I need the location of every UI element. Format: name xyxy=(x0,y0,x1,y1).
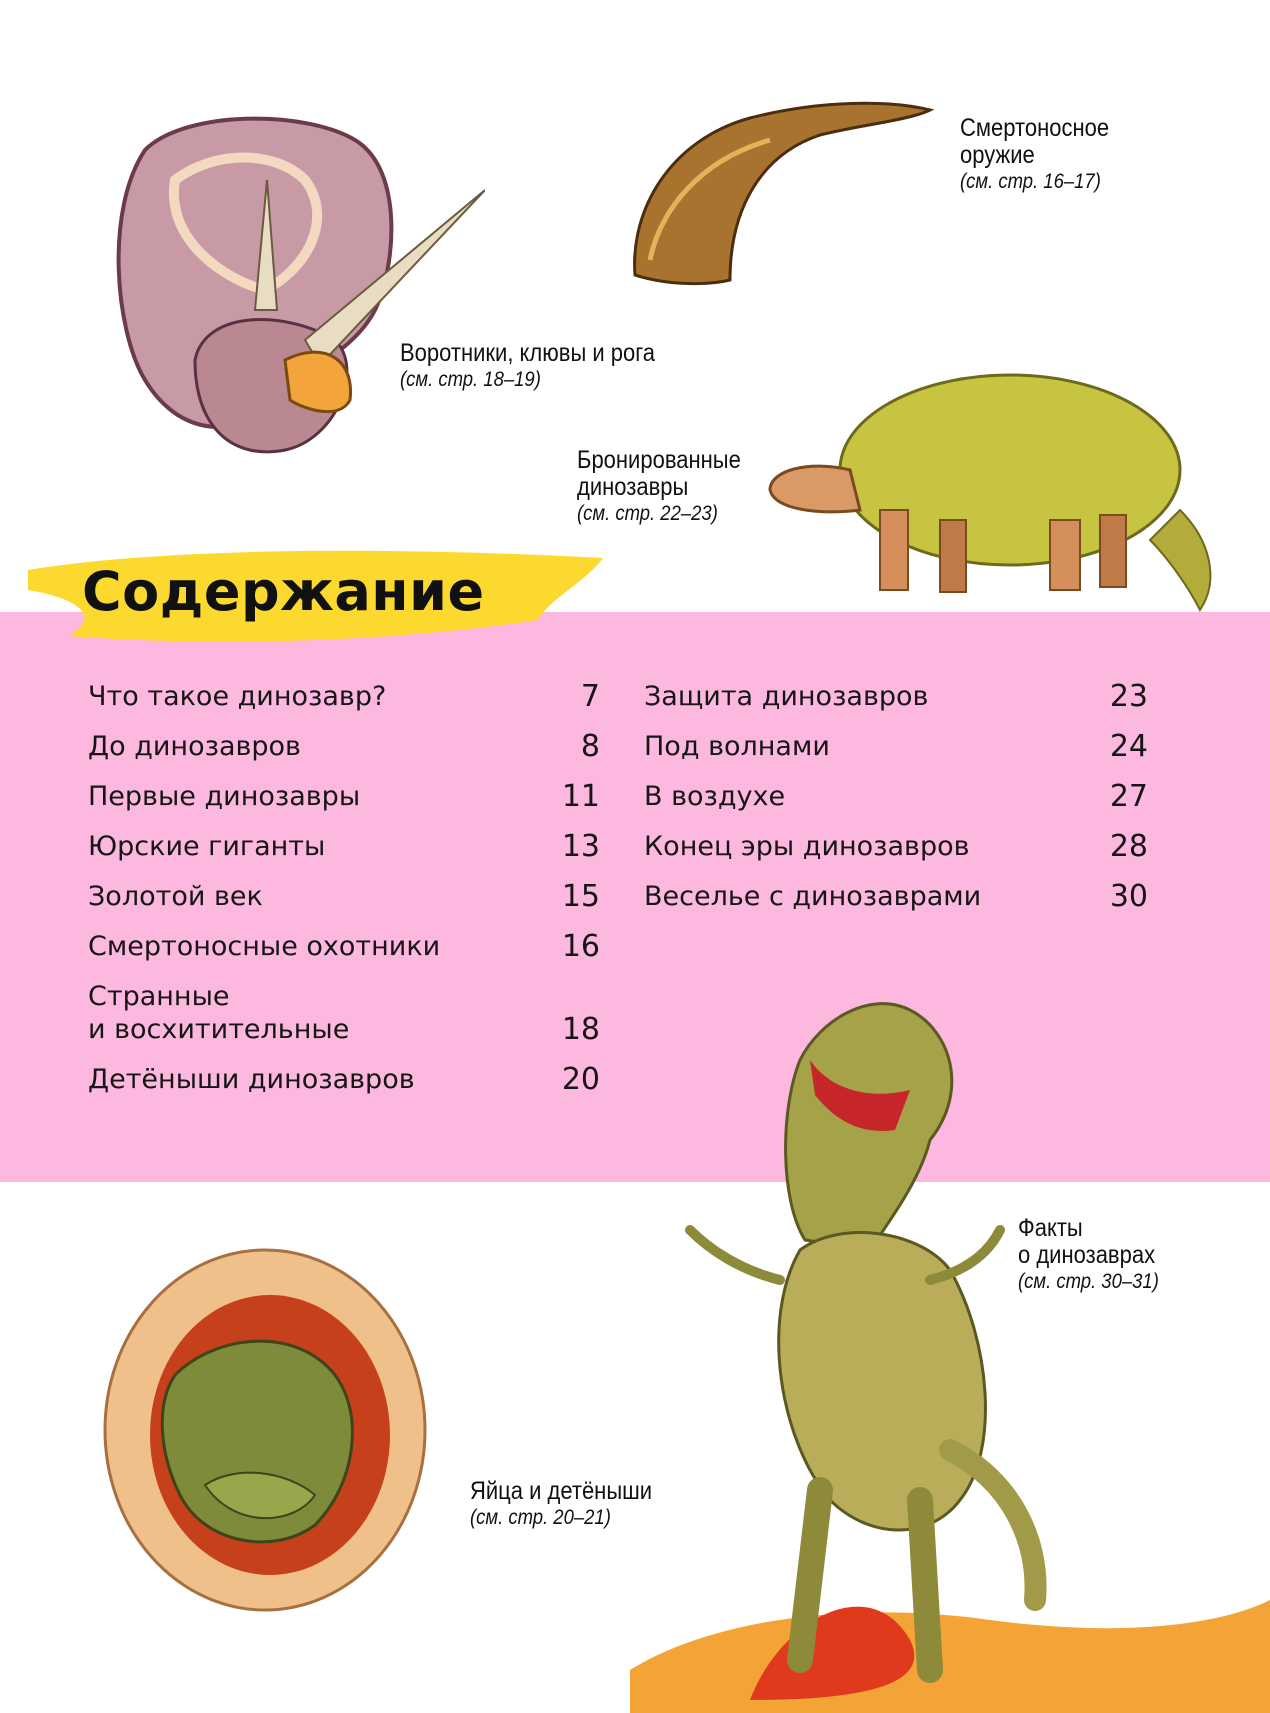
caption-armored-line1: Бронированные xyxy=(577,446,741,474)
caption-horns-ref: (см. стр. 18–19) xyxy=(400,368,541,391)
tyrannosaurus-icon xyxy=(630,980,1270,1713)
caption-armored-ref: (см. стр. 22–23) xyxy=(577,502,718,525)
caption-facts-line1: Факты xyxy=(1018,1214,1083,1242)
toc-item-page: 11 xyxy=(561,779,600,814)
claw-icon xyxy=(630,100,940,290)
toc-item[interactable] xyxy=(644,680,1148,713)
page-title: Содержание xyxy=(82,560,485,623)
toc-item-label: Детёныши динозавров xyxy=(88,1064,415,1095)
caption-eggs-ref: (см. стр. 20–21) xyxy=(470,1506,611,1529)
toc-item-label: Смертоносные охотники xyxy=(88,931,441,962)
caption-weapon-line1: Смертоносное xyxy=(960,114,1110,142)
toc-item-label: До динозавров xyxy=(88,731,301,762)
caption-armored-line2: динозавры xyxy=(577,473,689,501)
toc-item-label: Конец эры динозавров xyxy=(644,831,970,862)
toc-item[interactable] xyxy=(88,930,600,963)
toc-item[interactable] xyxy=(88,980,600,1046)
toc-item-label: Юрские гиганты xyxy=(88,831,326,862)
caption-armored xyxy=(577,447,741,527)
toc-left-column xyxy=(88,680,600,1113)
toc-item[interactable] xyxy=(88,780,600,813)
toc-item-label: Первые динозавры xyxy=(88,781,361,812)
toc-item-page: 28 xyxy=(1109,829,1148,864)
toc-item-label: В воздухе xyxy=(644,781,786,812)
toc-item[interactable] xyxy=(644,880,1148,913)
armored-dinosaur-icon xyxy=(760,360,1230,620)
toc-item-label: Странные и восхитительные xyxy=(88,981,350,1045)
caption-eggs-line1: Яйца и детёныши xyxy=(470,1477,653,1505)
toc-item[interactable] xyxy=(644,730,1148,763)
toc-item[interactable] xyxy=(88,880,600,913)
toc-item[interactable] xyxy=(644,780,1148,813)
toc-item-label: Веселье с динозаврами xyxy=(644,881,982,912)
toc-item[interactable] xyxy=(88,730,600,763)
toc-item-page: 30 xyxy=(1109,879,1148,914)
toc-item-label: Золотой век xyxy=(88,881,263,912)
toc-item-page: 27 xyxy=(1109,779,1148,814)
caption-facts-line2: о динозаврах xyxy=(1018,1241,1156,1269)
toc-item-page: 7 xyxy=(580,679,600,714)
caption-eggs xyxy=(470,1478,652,1531)
toc-item-page: 8 xyxy=(580,729,600,764)
dinosaur-egg-icon xyxy=(95,1225,435,1615)
caption-weapon-ref: (см. стр. 16–17) xyxy=(960,170,1101,193)
toc-item[interactable] xyxy=(644,830,1148,863)
caption-horns-line1: Воротники, клювы и рога xyxy=(400,339,656,367)
caption-weapon-line2: оружие xyxy=(960,141,1035,169)
title-banner xyxy=(28,540,608,650)
toc-item-page: 16 xyxy=(561,929,600,964)
toc-item-label: Под волнами xyxy=(644,731,830,762)
caption-facts-ref: (см. стр. 30–31) xyxy=(1018,1270,1159,1293)
toc-item-page: 23 xyxy=(1109,679,1148,714)
toc-item-page: 18 xyxy=(561,1012,600,1047)
triceratops-icon xyxy=(105,110,485,490)
toc-item-page: 24 xyxy=(1109,729,1148,764)
toc-item-page: 20 xyxy=(561,1062,600,1097)
toc-item-page: 13 xyxy=(561,829,600,864)
toc-item-page: 15 xyxy=(561,879,600,914)
caption-weapon xyxy=(960,115,1109,195)
toc-item[interactable] xyxy=(88,1063,600,1096)
toc-item[interactable] xyxy=(88,830,600,863)
caption-horns xyxy=(400,340,655,393)
toc-item[interactable] xyxy=(88,680,600,713)
toc-item-label: Защита динозавров xyxy=(644,681,929,712)
toc-item-label: Что такое динозавр? xyxy=(88,681,387,712)
toc-right-column xyxy=(644,680,1148,930)
